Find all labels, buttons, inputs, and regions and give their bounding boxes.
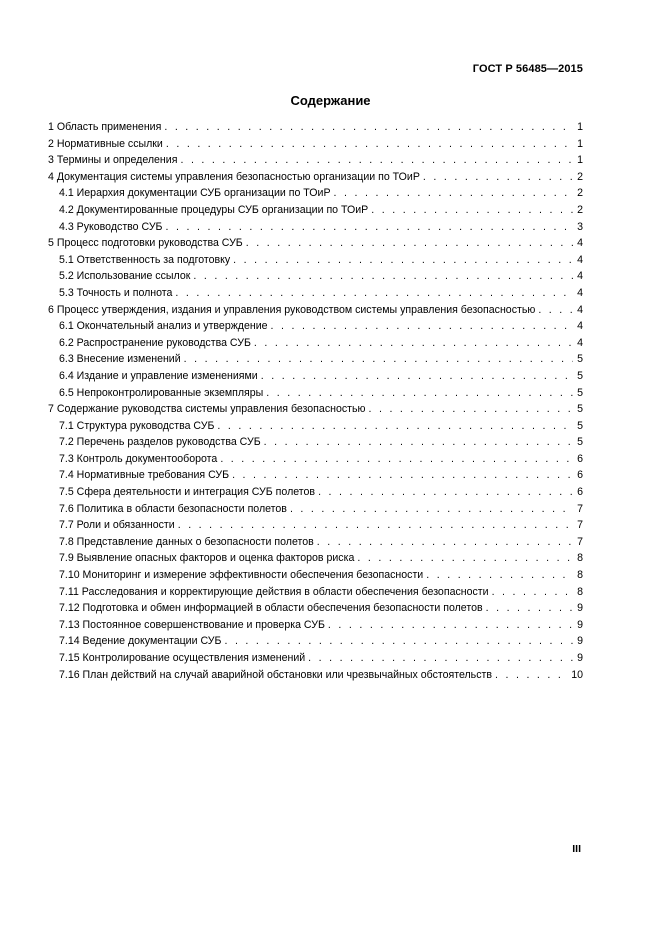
toc-entry	[48, 318, 583, 335]
toc-entry	[48, 550, 583, 567]
toc-dot-leader	[232, 467, 573, 484]
toc-entry-title: 7.4 Нормативные требования СУБ	[59, 469, 230, 482]
toc-entry-page: 7	[577, 519, 583, 532]
toc-dot-leader	[178, 517, 573, 534]
toc-entry-title: 7.3 Контроль документооборота	[59, 452, 218, 465]
toc-dot-leader	[426, 567, 573, 584]
toc-dot-leader	[246, 235, 573, 252]
toc-dot-leader	[166, 136, 573, 153]
toc-entry-title: 7.14 Ведение документации СУБ	[59, 635, 222, 648]
toc-entry-title: 7.15 Контролирование осуществления изменений	[59, 652, 306, 664]
toc-entry	[48, 434, 583, 451]
toc-entry-title: 6.1 Окончательный анализ и утверждение	[59, 320, 268, 333]
toc-dot-leader	[180, 152, 573, 169]
toc-entry-title: 4.1 Иерархия документации СУБ организации по ТОиР	[59, 187, 331, 200]
toc-entry-title: 4.2 Документированные процедуры СУБ организации по ТОиР	[59, 203, 369, 216]
toc-entry-page: 1	[577, 154, 583, 167]
toc-dot-leader	[254, 335, 573, 352]
toc-entry	[48, 617, 583, 634]
toc-entry	[48, 302, 583, 319]
toc-entry	[48, 152, 583, 169]
toc-entry-page: 6	[577, 469, 583, 482]
toc-entry	[48, 501, 583, 518]
toc-entry-title: 4 Документация системы управления безопасностью организации по ТОиР	[48, 170, 420, 183]
toc-entry-page: 9	[577, 602, 583, 615]
toc-dot-leader	[423, 169, 573, 186]
toc-entry-title: 4.3 Руководство СУБ	[59, 220, 163, 233]
toc-entry-page: 1	[577, 121, 583, 133]
toc-entry	[48, 650, 583, 667]
toc-dot-leader	[290, 501, 573, 518]
toc-entry-title: 7.1 Структура руководства СУБ	[59, 419, 215, 432]
toc-dot-leader	[266, 385, 573, 402]
toc-title: Содержание	[290, 93, 371, 108]
toc-entry-title: 5.2 Использование ссылок	[59, 270, 191, 283]
toc-entry	[48, 202, 583, 219]
toc-entry-title: 6.5 Непроконтролированные экземпляры	[59, 386, 264, 399]
toc-dot-leader	[368, 401, 573, 418]
toc-dot-leader	[220, 451, 573, 468]
toc-entry-title: 7.8 Представление данных о безопасности полетов	[59, 535, 314, 548]
toc-entry	[48, 567, 583, 584]
toc-entry	[48, 584, 583, 601]
toc-entry-title: 5.1 Ответственность за подготовку	[59, 253, 231, 266]
toc-dot-leader	[371, 202, 573, 219]
toc-entry-page: 9	[577, 635, 583, 648]
toc-entry	[48, 185, 583, 202]
toc-entry-title: 1 Область применения	[48, 121, 162, 133]
toc-dot-leader	[317, 534, 573, 551]
toc-entry-page: 5	[577, 436, 583, 449]
toc-entry-title: 7.5 Сфера деятельности и интеграция СУБ полетов	[59, 486, 316, 499]
toc-entry-page: 2	[577, 187, 583, 200]
toc-dot-leader	[193, 268, 573, 285]
toc-entry-page: 9	[577, 652, 583, 664]
toc-entry	[48, 268, 583, 285]
toc-dot-leader	[318, 484, 573, 501]
toc-dot-leader	[357, 550, 573, 567]
toc-entry-page: 4	[577, 336, 583, 349]
document-standard-id: ГОСТ Р 56485—2015	[472, 63, 583, 75]
toc-entry-title: 6.3 Внесение изменений	[59, 353, 181, 366]
toc-entry-title: 5 Процесс подготовки руководства СУБ	[48, 237, 243, 250]
toc-entry-page: 10	[571, 668, 583, 681]
toc-entry-page: 1	[577, 137, 583, 150]
toc-entry	[48, 385, 583, 402]
toc-entry-title: 7.12 Подготовка и обмен информацией в области обеспечения безопасности полетов	[59, 602, 483, 615]
toc-dot-leader	[233, 252, 573, 269]
toc-entry-title: 7.16 План действий на случай аварийной обстановки или чрезвычайных обстоятельств	[59, 668, 492, 681]
toc-entry-title: 7.10 Мониторинг и измерение эффективности обеспечения безопасности	[59, 569, 424, 582]
toc-entry	[48, 235, 583, 252]
toc-entry	[48, 517, 583, 534]
toc-entry-page: 4	[577, 253, 583, 266]
toc-entry	[48, 335, 583, 352]
toc-entry-title: 7.11 Расследования и корректирующие действия в области обеспечения безопасности	[59, 585, 489, 598]
toc-entry	[48, 418, 583, 435]
toc-entry	[48, 285, 583, 302]
toc-entry	[48, 667, 583, 684]
toc-dot-leader	[328, 617, 573, 634]
toc-dot-leader	[495, 667, 567, 684]
toc-entry-page: 5	[577, 353, 583, 366]
toc-entry-page: 8	[577, 585, 583, 598]
toc-dot-leader	[538, 302, 573, 319]
toc-entry	[48, 351, 583, 368]
toc-entry	[48, 136, 583, 153]
toc-entry-page: 8	[577, 569, 583, 582]
toc-dot-leader	[224, 633, 573, 650]
toc-dot-leader	[271, 318, 574, 335]
toc-entry-page: 5	[577, 386, 583, 399]
table-of-contents	[48, 119, 583, 683]
toc-dot-leader	[217, 418, 573, 435]
toc-entry-title: 7.2 Перечень разделов руководства СУБ	[59, 436, 261, 449]
toc-dot-leader	[164, 119, 573, 136]
page-number: III	[572, 843, 581, 855]
toc-dot-leader	[175, 285, 573, 302]
toc-entry-title: 7 Содержание руководства системы управления безопасностью	[48, 403, 366, 416]
toc-entry-page: 4	[577, 286, 583, 299]
toc-dot-leader	[166, 219, 574, 236]
toc-entry-title: 2 Нормативные ссылки	[48, 137, 163, 150]
toc-entry-title: 7.9 Выявление опасных факторов и оценка факторов риска	[59, 552, 355, 565]
toc-entry	[48, 633, 583, 650]
toc-entry	[48, 451, 583, 468]
toc-entry-title: 7.6 Политика в области безопасности полетов	[59, 502, 287, 515]
toc-dot-leader	[492, 584, 574, 601]
toc-entry	[48, 600, 583, 617]
toc-entry-page: 6	[577, 452, 583, 465]
toc-entry-page: 5	[577, 369, 583, 382]
toc-entry-page: 3	[577, 220, 583, 233]
toc-entry-title: 6 Процесс утверждения, издания и управления руководством системы управления безопасностью	[48, 303, 536, 316]
toc-dot-leader	[184, 351, 573, 368]
toc-entry	[48, 484, 583, 501]
toc-entry	[48, 467, 583, 484]
toc-entry-page: 2	[577, 203, 583, 216]
toc-dot-leader	[264, 434, 573, 451]
toc-dot-leader	[334, 185, 574, 202]
toc-entry-page: 4	[577, 270, 583, 283]
toc-dot-leader	[308, 650, 573, 667]
toc-entry	[48, 119, 583, 136]
toc-entry-page: 4	[577, 237, 583, 250]
toc-entry-title: 7.13 Постоянное совершенствование и проверка СУБ	[59, 618, 325, 631]
toc-entry	[48, 169, 583, 186]
toc-entry	[48, 219, 583, 236]
toc-entry-page: 4	[577, 303, 583, 316]
toc-entry-page: 8	[577, 552, 583, 565]
toc-entry-page: 4	[577, 320, 583, 333]
toc-entry-title: 6.4 Издание и управление изменениями	[59, 369, 258, 382]
toc-entry-title: 5.3 Точность и полнота	[59, 286, 173, 299]
toc-entry-page: 7	[577, 502, 583, 515]
toc-entry-page: 2	[577, 170, 583, 183]
toc-entry-page: 5	[577, 419, 583, 432]
toc-entry-page: 9	[577, 618, 583, 631]
toc-entry-title: 7.7 Роли и обязанности	[59, 519, 175, 532]
toc-dot-leader	[486, 600, 574, 617]
toc-entry-title: 3 Термины и определения	[48, 154, 178, 167]
toc-entry-title: 6.2 Распространение руководства СУБ	[59, 336, 251, 349]
toc-entry	[48, 401, 583, 418]
toc-entry-page: 6	[577, 486, 583, 499]
toc-dot-leader	[261, 368, 573, 385]
toc-entry	[48, 252, 583, 269]
toc-entry	[48, 534, 583, 551]
toc-entry	[48, 368, 583, 385]
toc-entry-page: 7	[577, 535, 583, 548]
toc-entry-page: 5	[577, 403, 583, 416]
